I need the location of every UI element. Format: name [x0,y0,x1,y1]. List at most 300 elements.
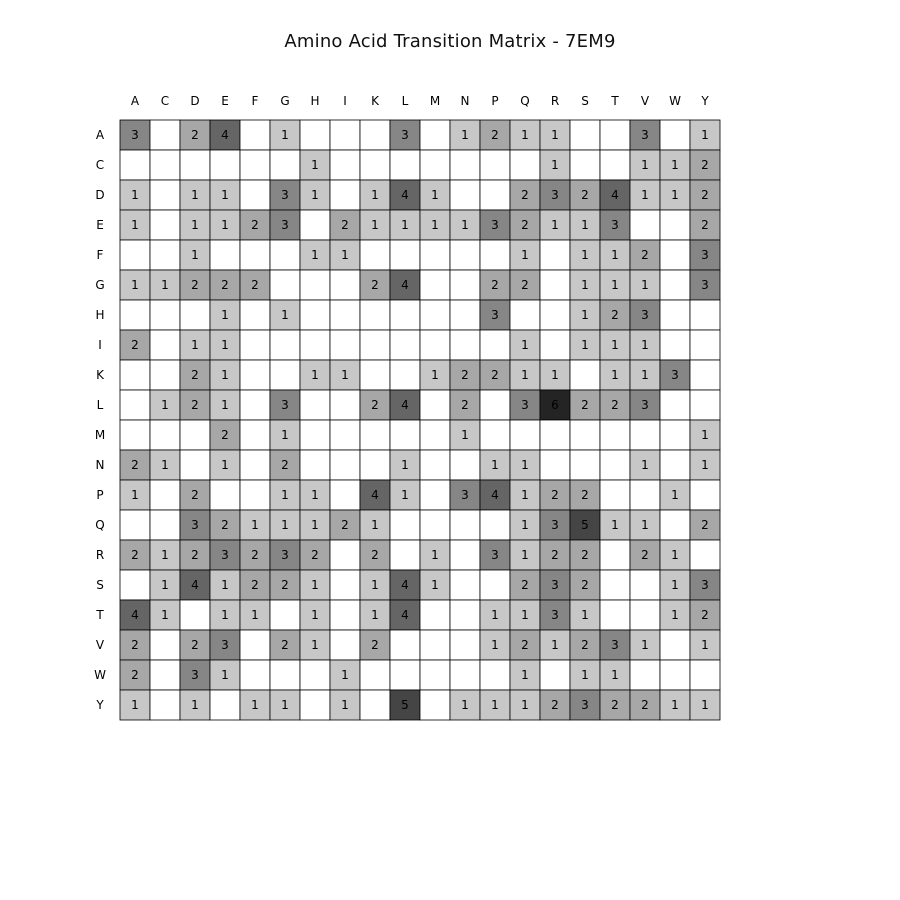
cell-value-S-E: 1 [221,578,229,592]
cell-Q-C [150,510,180,540]
cell-value-P-K: 4 [371,488,379,502]
cell-G-H [300,270,330,300]
cell-M-W [660,420,690,450]
cell-value-F-T: 1 [611,248,619,262]
cell-G-N [450,270,480,300]
cell-value-S-H: 1 [311,578,319,592]
cell-value-L-L: 4 [401,398,409,412]
cell-Q-M [420,510,450,540]
cell-value-C-V: 1 [641,158,649,172]
cell-H-A [120,300,150,330]
cell-C-T [600,150,630,180]
cell-value-Q-E: 2 [221,518,229,532]
cell-value-I-T: 1 [611,338,619,352]
cell-value-Y-S: 3 [581,698,589,712]
cell-value-T-Q: 1 [521,608,529,622]
cell-H-C [150,300,180,330]
cell-M-K [360,420,390,450]
cell-value-P-G: 1 [281,488,289,502]
cell-E-W [660,210,690,240]
cell-K-G [270,360,300,390]
column-label-P: P [491,94,499,108]
cell-value-W-S: 1 [581,668,589,682]
cell-L-F [240,390,270,420]
cell-value-L-K: 2 [371,398,379,412]
cell-G-W [660,270,690,300]
cell-C-G [270,150,300,180]
cell-value-T-S: 1 [581,608,589,622]
cell-value-H-V: 3 [641,308,649,322]
cell-G-I [330,270,360,300]
cell-value-N-A: 2 [131,458,139,472]
cell-V-L [390,630,420,660]
cell-value-R-P: 3 [491,548,499,562]
cell-value-V-G: 2 [281,638,289,652]
cell-value-Q-D: 3 [191,518,199,532]
cell-value-A-N: 1 [461,128,469,142]
cell-value-Y-W: 1 [671,698,679,712]
cell-W-P [480,660,510,690]
cell-value-E-F: 2 [251,218,259,232]
cell-M-S [570,420,600,450]
cell-V-F [240,630,270,660]
cell-N-K [360,450,390,480]
cell-value-P-W: 1 [671,488,679,502]
cell-value-P-H: 1 [311,488,319,502]
cell-W-V [630,660,660,690]
cell-value-S-F: 2 [251,578,259,592]
cell-G-G [270,270,300,300]
cell-L-W [660,390,690,420]
cell-value-V-P: 1 [491,638,499,652]
cell-P-V [630,480,660,510]
cell-value-A-D: 2 [191,128,199,142]
cell-value-S-Y: 3 [701,578,709,592]
cell-E-V [630,210,660,240]
cell-value-P-S: 2 [581,488,589,502]
cell-value-C-R: 1 [551,158,559,172]
cell-value-Y-A: 1 [131,698,139,712]
cell-value-D-M: 1 [431,188,439,202]
column-label-S: S [581,94,589,108]
cell-L-Y [690,390,720,420]
cell-value-L-Q: 3 [521,398,529,412]
cell-A-K [360,120,390,150]
cell-value-A-P: 2 [491,128,499,142]
cell-value-D-L: 4 [401,188,409,202]
cell-value-F-I: 1 [341,248,349,262]
cell-I-Y [690,330,720,360]
cell-C-Q [510,150,540,180]
cell-H-M [420,300,450,330]
row-label-G: G [95,278,105,292]
cell-R-N [450,540,480,570]
cell-value-H-S: 1 [581,308,589,322]
column-label-W: W [669,94,681,108]
cell-value-A-L: 3 [401,128,409,142]
cell-I-P [480,330,510,360]
row-label-I: I [98,338,102,352]
cell-value-S-R: 3 [551,578,559,592]
cell-A-H [300,120,330,150]
cell-value-G-P: 2 [491,278,499,292]
row-label-S: S [96,578,104,592]
cell-value-K-W: 3 [671,368,679,382]
row-label-H: H [95,308,105,322]
cell-K-A [120,360,150,390]
cell-Q-A [120,510,150,540]
cell-value-F-S: 1 [581,248,589,262]
cell-F-A [120,240,150,270]
cell-D-C [150,180,180,210]
cell-value-A-Y: 1 [701,128,709,142]
cell-value-Q-F: 1 [251,518,259,532]
cell-value-G-Y: 3 [701,278,709,292]
cell-value-F-V: 2 [641,248,649,262]
cell-value-S-W: 1 [671,578,679,592]
cell-K-C [150,360,180,390]
chart-title: Amino Acid Transition Matrix - 7EM9 [284,31,616,52]
cell-M-D [180,420,210,450]
cell-value-T-Y: 2 [701,608,709,622]
cell-H-F [240,300,270,330]
cell-value-N-E: 1 [221,458,229,472]
cell-value-Q-I: 2 [341,518,349,532]
cell-value-D-K: 1 [371,188,379,202]
cell-H-K [360,300,390,330]
cell-I-F [240,330,270,360]
cell-W-W [660,660,690,690]
cell-value-W-I: 1 [341,668,349,682]
cell-C-N [450,150,480,180]
cell-value-K-T: 1 [611,368,619,382]
cell-value-R-W: 1 [671,548,679,562]
cell-T-M [420,600,450,630]
cell-value-W-D: 3 [191,668,199,682]
cell-N-F [240,450,270,480]
cell-value-T-L: 4 [401,608,409,622]
cell-value-V-H: 1 [311,638,319,652]
column-label-L: L [401,94,409,108]
cell-M-L [390,420,420,450]
cell-H-H [300,300,330,330]
cell-H-R [540,300,570,330]
cell-value-V-A: 2 [131,638,139,652]
row-label-D: D [95,188,105,202]
cell-D-I [330,180,360,210]
cell-value-L-D: 2 [191,398,199,412]
cell-value-N-Y: 1 [701,458,709,472]
cell-value-W-Q: 1 [521,668,529,682]
cell-value-Y-N: 1 [461,698,469,712]
cell-H-Q [510,300,540,330]
cell-value-V-S: 2 [581,638,589,652]
cell-value-R-F: 2 [251,548,259,562]
cell-value-G-S: 1 [581,278,589,292]
cell-value-C-W: 1 [671,158,679,172]
cell-value-V-E: 3 [221,638,229,652]
cell-value-N-G: 2 [281,458,289,472]
row-label-M: M [94,428,106,442]
cell-value-Q-V: 1 [641,518,649,532]
cell-value-E-N: 1 [461,218,469,232]
cell-value-I-A: 2 [131,338,139,352]
cell-value-E-Y: 2 [701,218,709,232]
cell-C-L [390,150,420,180]
cell-value-L-T: 2 [611,398,619,412]
cell-M-R [540,420,570,450]
cell-D-N [450,180,480,210]
cell-value-Y-I: 1 [341,698,349,712]
cell-H-L [390,300,420,330]
cell-value-N-P: 1 [491,458,499,472]
cell-value-R-M: 1 [431,548,439,562]
cell-P-C [150,480,180,510]
cell-value-Y-Q: 1 [521,698,529,712]
cell-value-E-E: 1 [221,218,229,232]
row-label-C: C [95,158,105,172]
cell-M-H [300,420,330,450]
cell-D-P [480,180,510,210]
cell-value-D-D: 1 [191,188,199,202]
row-label-R: R [95,548,105,562]
cell-A-M [420,120,450,150]
cell-M-P [480,420,510,450]
cell-value-E-G: 3 [281,218,289,232]
cell-value-P-R: 2 [551,488,559,502]
column-label-T: T [611,94,619,108]
cell-W-R [540,660,570,690]
cell-value-F-D: 1 [191,248,199,262]
cell-value-A-G: 1 [281,128,289,142]
cell-M-M [420,420,450,450]
row-label-P: P [96,488,104,502]
cell-F-M [420,240,450,270]
cell-value-R-R: 2 [551,548,559,562]
cell-value-P-D: 2 [191,488,199,502]
cell-value-W-T: 1 [611,668,619,682]
column-label-F: F [251,94,259,108]
cell-value-S-D: 4 [191,578,199,592]
cell-value-R-D: 2 [191,548,199,562]
cell-value-V-V: 1 [641,638,649,652]
row-label-E: E [96,218,104,232]
cell-I-M [420,330,450,360]
column-label-R: R [550,94,560,108]
cell-value-Q-Y: 2 [701,518,709,532]
cell-value-R-S: 2 [581,548,589,562]
cell-W-L [390,660,420,690]
cell-Y-E [210,690,240,720]
cell-value-P-Q: 1 [521,488,529,502]
cell-F-R [540,240,570,270]
cell-value-Y-F: 1 [251,698,259,712]
column-label-V: V [640,94,650,108]
cell-value-R-E: 3 [221,548,229,562]
cell-value-R-G: 3 [281,548,289,562]
cell-N-D [180,450,210,480]
cell-H-I [330,300,360,330]
cell-value-S-L: 4 [401,578,409,592]
cell-value-P-N: 3 [461,488,469,502]
cell-F-C [150,240,180,270]
cell-K-K [360,360,390,390]
cell-G-R [540,270,570,300]
cell-N-T [600,450,630,480]
cell-value-P-L: 1 [401,488,409,502]
cell-value-G-F: 2 [251,278,259,292]
cell-value-I-Q: 1 [521,338,529,352]
cell-M-I [330,420,360,450]
cell-Y-H [300,690,330,720]
cell-C-I [330,150,360,180]
column-labels [131,94,709,108]
cell-value-H-G: 1 [281,308,289,322]
cell-A-C [150,120,180,150]
cell-F-W [660,240,690,270]
cell-V-I [330,630,360,660]
cell-value-T-A: 4 [131,608,139,622]
cell-value-T-W: 1 [671,608,679,622]
cell-value-E-T: 3 [611,218,619,232]
cell-I-N [450,330,480,360]
cell-value-Y-P: 1 [491,698,499,712]
cell-Q-L [390,510,420,540]
cell-value-H-T: 2 [611,308,619,322]
cell-T-D [180,600,210,630]
cell-W-K [360,660,390,690]
cell-N-M [420,450,450,480]
heatmap-cells [120,120,720,720]
cell-W-G [270,660,300,690]
cell-C-D [180,150,210,180]
cell-value-D-W: 1 [671,188,679,202]
cell-value-Q-T: 1 [611,518,619,532]
cell-H-W [660,300,690,330]
cell-value-K-V: 1 [641,368,649,382]
cell-value-V-D: 2 [191,638,199,652]
cell-I-I [330,330,360,360]
cell-value-G-V: 1 [641,278,649,292]
cell-value-L-G: 3 [281,398,289,412]
cell-P-I [330,480,360,510]
cell-value-G-D: 2 [191,278,199,292]
cell-value-Q-K: 1 [371,518,379,532]
cell-A-I [330,120,360,150]
cell-N-S [570,450,600,480]
cell-C-M [420,150,450,180]
cell-K-Y [690,360,720,390]
cell-value-G-C: 1 [161,278,169,292]
cell-value-Q-R: 3 [551,518,559,532]
row-label-W: W [94,668,106,682]
cell-value-F-H: 1 [311,248,319,262]
cell-value-Q-H: 1 [311,518,319,532]
cell-value-C-Y: 2 [701,158,709,172]
cell-K-F [240,360,270,390]
cell-F-P [480,240,510,270]
cell-R-Y [690,540,720,570]
cell-value-L-V: 3 [641,398,649,412]
cell-L-M [420,390,450,420]
cell-value-E-K: 1 [371,218,379,232]
cell-F-G [270,240,300,270]
cell-value-R-Q: 1 [521,548,529,562]
row-label-T: T [96,608,104,622]
column-label-C: C [160,94,170,108]
cell-value-M-N: 1 [461,428,469,442]
cell-T-N [450,600,480,630]
cell-value-T-C: 1 [161,608,169,622]
row-label-L: L [96,398,104,412]
cell-H-Y [690,300,720,330]
row-label-V: V [95,638,105,652]
cell-F-K [360,240,390,270]
cell-S-A [120,570,150,600]
cell-value-M-Y: 1 [701,428,709,442]
cell-value-G-A: 1 [131,278,139,292]
cell-value-T-K: 1 [371,608,379,622]
cell-value-R-K: 2 [371,548,379,562]
column-label-H: H [310,94,320,108]
cell-value-Q-G: 1 [281,518,289,532]
cell-N-H [300,450,330,480]
cell-value-T-H: 1 [311,608,319,622]
cell-Q-N [450,510,480,540]
cell-V-C [150,630,180,660]
cell-value-A-V: 3 [641,128,649,142]
cell-H-D [180,300,210,330]
cell-value-T-E: 1 [221,608,229,622]
cell-R-I [330,540,360,570]
cell-value-P-P: 4 [491,488,499,502]
cell-value-Y-Y: 1 [701,698,709,712]
cell-value-E-D: 1 [191,218,199,232]
cell-W-N [450,660,480,690]
cell-value-V-Q: 2 [521,638,529,652]
cell-C-K [360,150,390,180]
cell-value-K-H: 1 [311,368,319,382]
cell-value-S-S: 2 [581,578,589,592]
cell-A-S [570,120,600,150]
cell-value-E-Q: 2 [521,218,529,232]
cell-W-F [240,660,270,690]
cell-V-N [450,630,480,660]
cell-value-K-E: 1 [221,368,229,382]
cell-value-M-G: 1 [281,428,289,442]
cell-value-H-E: 1 [221,308,229,322]
cell-F-L [390,240,420,270]
cell-value-E-P: 3 [491,218,499,232]
column-label-I: I [343,94,347,108]
cell-P-E [210,480,240,510]
cell-A-W [660,120,690,150]
cell-F-F [240,240,270,270]
cell-V-W [660,630,690,660]
cell-value-D-S: 2 [581,188,589,202]
cell-value-F-Y: 3 [701,248,709,262]
column-label-Y: Y [701,94,709,108]
cell-value-D-A: 1 [131,188,139,202]
cell-value-F-Q: 1 [521,248,529,262]
cell-value-D-H: 1 [311,188,319,202]
cell-Q-W [660,510,690,540]
cell-value-Y-V: 2 [641,698,649,712]
cell-I-R [540,330,570,360]
cell-value-I-V: 1 [641,338,649,352]
cell-value-S-K: 1 [371,578,379,592]
column-label-K: K [371,94,379,108]
